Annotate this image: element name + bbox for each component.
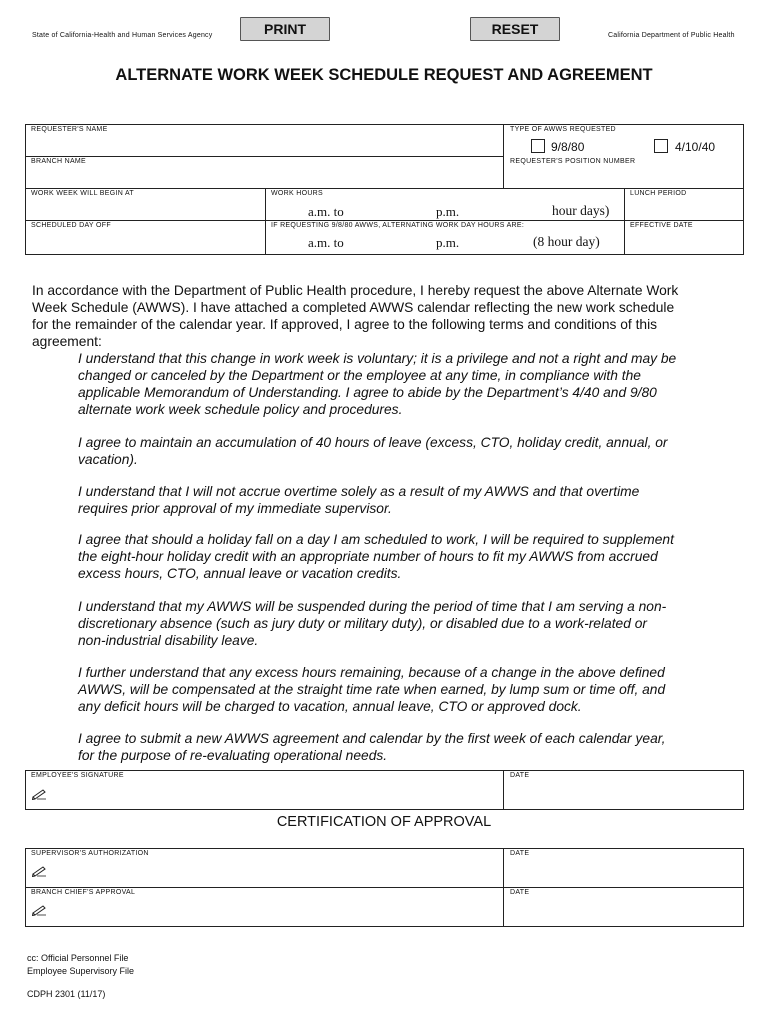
eight-hour-day-text: (8 hour day): [533, 234, 600, 249]
agency-name: State of California-Health and Human Services Agency: [32, 32, 213, 39]
option-41040-label: 4/10/40: [675, 140, 716, 154]
term-line: non-industrial disability leave.: [78, 633, 259, 648]
row-divider: [25, 887, 744, 888]
scheduled-day-off-field[interactable]: [30, 232, 260, 252]
branch-chief-date-label: DATE: [510, 889, 530, 896]
work-hours-label: WORK HOURS: [271, 190, 323, 197]
pen-icon: [32, 787, 47, 805]
employee-date-label: DATE: [510, 772, 530, 779]
checkbox-980[interactable]: [531, 139, 545, 153]
term-holiday: [78, 531, 718, 582]
term-overtime: [78, 483, 718, 517]
row-divider: [25, 220, 744, 221]
term-excess-hours: [78, 664, 718, 715]
term-voluntary: [78, 350, 718, 418]
term-line: I understand that this change in work week is voluntary; it is a privilege and not a right and may be: [78, 351, 677, 366]
work-week-begin-label: WORK WEEK WILL BEGIN AT: [31, 190, 134, 197]
intro-line: In accordance with the Department of Public Health procedure, I hereby request the above Alternate Work: [32, 283, 679, 298]
alternating-hours-label: IF REQUESTING 9/8/80 AWWS, ALTERNATING WORK DAY HOURS ARE:: [271, 222, 525, 229]
branch-name-field[interactable]: [30, 168, 498, 186]
reset-button[interactable]: RESET: [470, 17, 560, 41]
term-line: applicable Memorandum of Understanding. I agree to abide by the Department’s 4/40 and 9/80: [78, 385, 657, 400]
position-number-label: REQUESTER'S POSITION NUMBER: [510, 158, 636, 165]
term-line: discretionary absence (such as jury duty or military duty), or disabled due to a work-related or: [78, 616, 647, 631]
term-line: AWWS, will be compensated at the straight time rate when earned, by lump sum or time off, and: [78, 682, 666, 697]
option-980-label: 9/8/80: [551, 140, 585, 154]
am-to-text: a.m. to: [308, 204, 344, 219]
term-line: I agree to submit a new AWWS agreement and calendar by the first week of each calendar year,: [78, 731, 666, 746]
cc-line-1: cc: Official Personnel File: [27, 953, 129, 963]
term-line: alternate work week schedule policy and procedures.: [78, 402, 403, 417]
requester-name-label: REQUESTER'S NAME: [31, 126, 108, 133]
term-line: I further understand that any excess hours remaining, because of a change in the above defined: [78, 665, 665, 680]
term-leave-accumulation: [78, 434, 718, 468]
employee-signature-field[interactable]: [30, 782, 498, 807]
term-new-agreement: [78, 730, 718, 764]
department-name: California Department of Public Health: [608, 32, 735, 39]
lunch-period-field[interactable]: [629, 200, 741, 218]
form-title: ALTERNATE WORK WEEK SCHEDULE REQUEST AND AGREEMENT: [115, 66, 653, 84]
position-number-field[interactable]: [508, 168, 740, 186]
row-divider: [25, 188, 744, 189]
print-button[interactable]: PRINT: [240, 17, 330, 41]
checkbox-41040[interactable]: [654, 139, 668, 153]
term-line: changed or canceled by the Department or the employee at any time, in compliance with the: [78, 368, 641, 383]
col-divider: [503, 848, 504, 927]
term-line: requires prior approval of my immediate supervisor.: [78, 501, 392, 516]
supervisor-date-field[interactable]: [508, 860, 740, 885]
work-week-begin-field[interactable]: [30, 200, 260, 218]
am-to-text-2: a.m. to: [308, 235, 344, 250]
intro-line: for the remainder of the calendar year. If approved, I agree to the following terms and conditions of this: [32, 317, 658, 332]
pen-icon: [32, 864, 47, 882]
branch-name-label: BRANCH NAME: [31, 158, 87, 165]
cc-line-2: Employee Supervisory File: [27, 966, 135, 976]
col-divider: [503, 770, 504, 810]
col-divider: [624, 188, 625, 255]
branch-chief-signature-field[interactable]: [30, 899, 498, 924]
term-line: I agree that should a holiday fall on a day I am scheduled to work, I will be required to supplement: [78, 532, 674, 547]
employee-date-field[interactable]: [508, 782, 740, 807]
term-line: I understand that I will not accrue overtime solely as a result of my AWWS and that overtime: [78, 484, 640, 499]
term-line: I agree to maintain an accumulation of 40 hours of leave (excess, CTO, holiday credit, annual, or: [78, 435, 668, 450]
supervisor-authorization-label: SUPERVISOR'S AUTHORIZATION: [31, 850, 149, 857]
intro-line: Week Schedule (AWWS). I have attached a completed AWWS calendar reflecting the new work schedule: [32, 300, 675, 315]
branch-chief-date-field[interactable]: [508, 899, 740, 924]
pen-icon: [32, 903, 47, 921]
effective-date-field[interactable]: [629, 232, 741, 252]
term-line: for the purpose of re-evaluating operational needs.: [78, 748, 388, 763]
effective-date-label: EFFECTIVE DATE: [630, 222, 693, 229]
supervisor-date-label: DATE: [510, 850, 530, 857]
term-suspension: [78, 598, 718, 649]
col-divider: [265, 188, 266, 255]
hour-days-text: hour days): [552, 203, 610, 218]
employee-signature-label: EMPLOYEE'S SIGNATURE: [31, 772, 124, 779]
term-line: excess hours, CTO, annual leave or vacation credits.: [78, 566, 402, 581]
form-number: CDPH 2301 (11/17): [27, 989, 106, 999]
lunch-period-label: LUNCH PERIOD: [630, 190, 687, 197]
col-divider: [503, 124, 504, 189]
branch-chief-approval-label: BRANCH CHIEF'S APPROVAL: [31, 889, 136, 896]
row-divider: [25, 156, 503, 157]
requester-name-field[interactable]: [30, 136, 498, 154]
certification-title: CERTIFICATION OF APPROVAL: [276, 814, 492, 830]
term-line: any deficit hours will be charged to vacation, annual leave, CTO or approved dock.: [78, 699, 582, 714]
awws-type-label: TYPE OF AWWS REQUESTED: [510, 126, 616, 133]
scheduled-day-off-label: SCHEDULED DAY OFF: [31, 222, 111, 229]
term-line: vacation).: [78, 452, 138, 467]
term-line: the eight-hour holiday credit with an appropriate number of hours to fit my AWWS from accrued: [78, 549, 658, 564]
pm-text-2: p.m.: [436, 235, 460, 250]
intro-line: agreement:: [32, 334, 102, 349]
pm-text: p.m.: [436, 204, 460, 219]
intro-paragraph: [32, 282, 712, 350]
supervisor-signature-field[interactable]: [30, 860, 498, 885]
term-line: I understand that my AWWS will be suspended during the period of time that I am serving a non-: [78, 599, 667, 614]
